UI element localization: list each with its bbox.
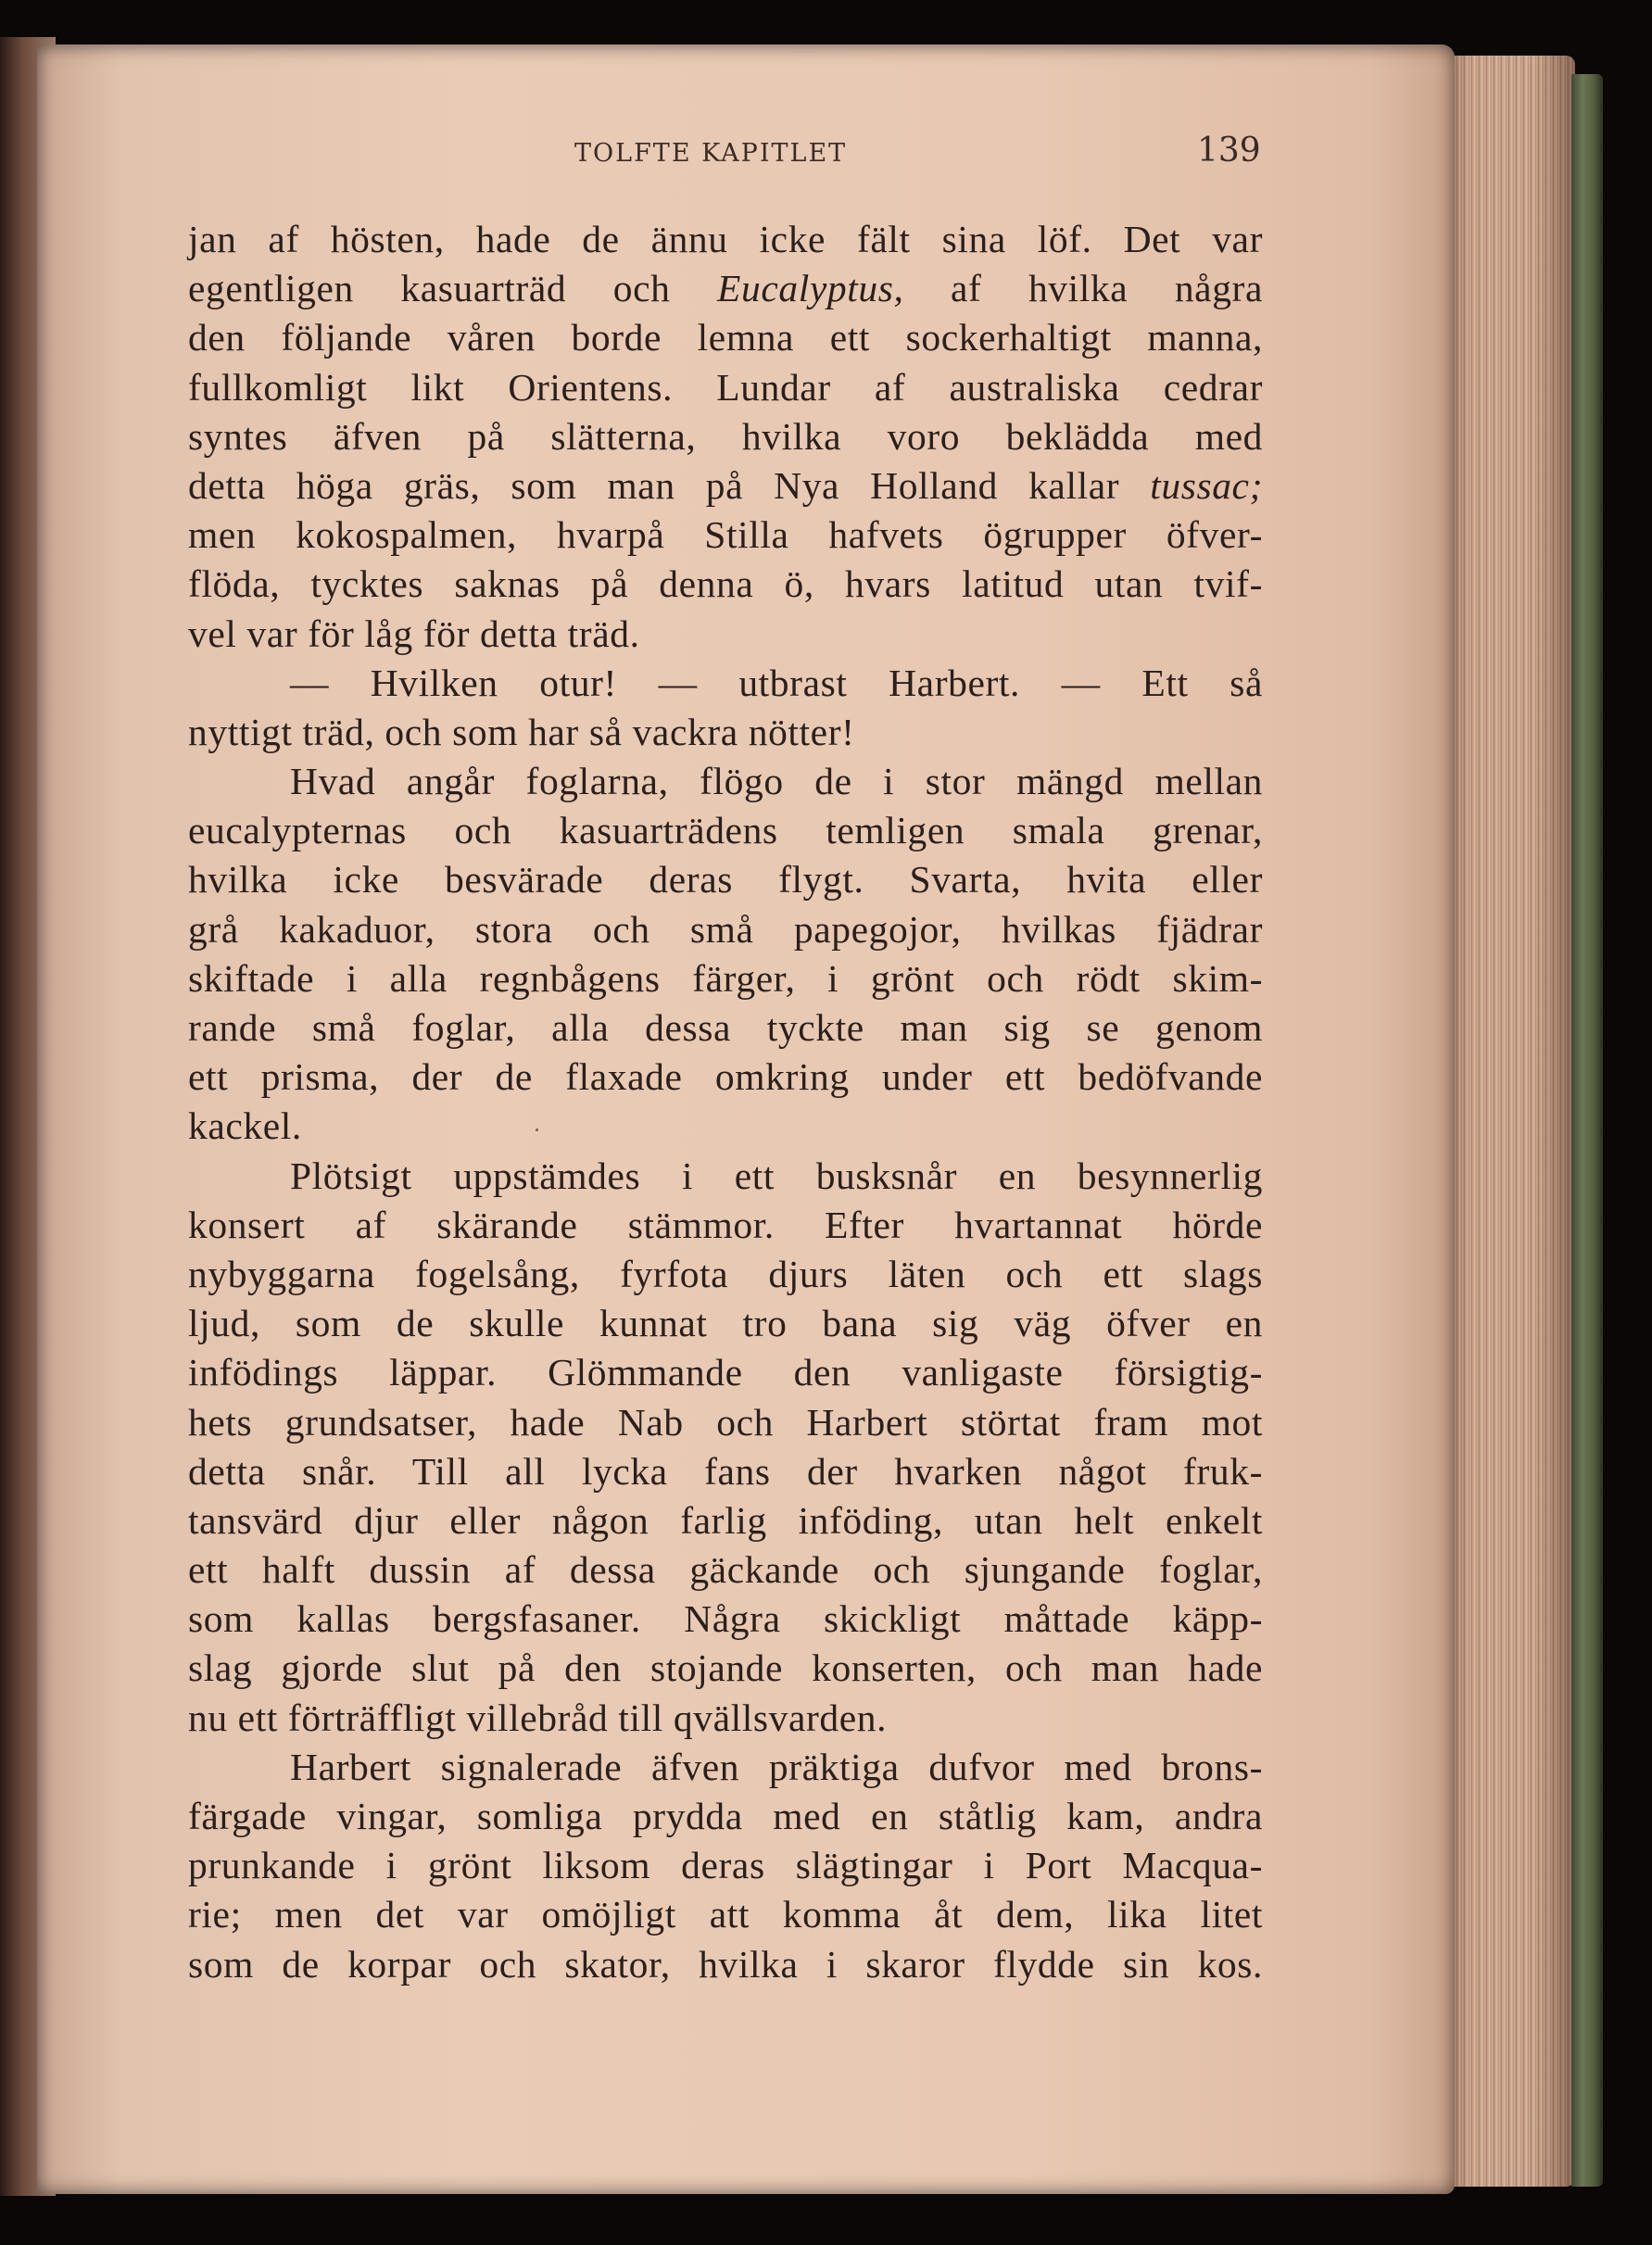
text-line: konsert af skärande stämmor. Efter hvartannat hörde — [188, 1203, 1263, 1246]
book-cover-edge — [1571, 74, 1603, 2187]
text-line: men kokospalmen, hvarpå Stilla hafvets ögrupper öfver- — [188, 513, 1263, 557]
text-line: skiftade i alla regnbågens färger, i grönt och rödt skim- — [188, 956, 1263, 1000]
text-line: prunkande i grönt liksom deras slägtingar i Port Macqua- — [188, 1844, 1263, 1887]
text-fragment: detta höga gräs, som man på Nya Holland kallar — [188, 463, 1151, 507]
italic-term: tussac; — [1150, 463, 1263, 507]
text-line: som kallas bergsfasaner. Några skickligt måttade käpp- — [188, 1597, 1263, 1641]
text-fragment: egentligen kasuarträd och — [188, 267, 718, 310]
text-line: nybyggarna fogelsång, fyrfota djurs läten och ett slags — [188, 1252, 1263, 1295]
text-line: Harbert signalerade äfven präktiga dufvor med brons- — [290, 1745, 1263, 1788]
text-line: grå kakaduor, stora och små papegojor, hvilkas fjädrar — [188, 907, 1263, 951]
text-line: flöda, tycktes saknas på denna ö, hvars latitud utan tvif- — [188, 562, 1263, 606]
running-title: TOLFTE KAPITLET — [574, 139, 848, 168]
text-line: slag gjorde slut på den stojande konserten, och man hade — [188, 1646, 1263, 1690]
text-line: ett halft dussin af dessa gäckande och sjungande foglar, — [188, 1548, 1263, 1592]
text-line: syntes äfven på slätterna, hvilka voro beklädda med — [188, 414, 1263, 458]
text-line: infödings läppar. Glömmande den vanligaste försigtig- — [188, 1351, 1263, 1394]
text-line: nu ett förträffligt villebråd till qvällsvarden. — [188, 1696, 888, 1739]
italic-term: Eucalyptus, — [717, 267, 904, 310]
text-line: som de korpar och skator, hvilka i skaror flydde sin kos. — [188, 1942, 1263, 1986]
text-line: — Hvilken otur! — utbrast Harbert. — Ett så — [290, 661, 1263, 704]
text-line: Hvad angår foglarna, flögo de i stor mängd mellan — [290, 760, 1263, 803]
text-line: eucalypternas och kasuarträdens temligen smala grenar, — [188, 809, 1263, 852]
paper-speck — [536, 1129, 538, 1131]
text-line: jan af hösten, hade de ännu icke fält sina löf. Det var — [188, 218, 1263, 260]
text-line: den följande våren borde lemna ett sockerhaltigt manna, — [188, 316, 1263, 359]
text-line: rande små foglar, alla dessa tyckte man sig se genom — [188, 1006, 1263, 1049]
page-number: 139 — [1197, 132, 1261, 170]
text-line: hvilka icke besvärade deras flygt. Svarta, hvita eller — [188, 858, 1263, 902]
text-line: ett prisma, der de flaxade omkring under ett bedöfvande — [188, 1055, 1263, 1099]
text-line: Plötsigt uppstämdes i ett busksnår en besynnerlig — [290, 1154, 1263, 1197]
body-text — [188, 215, 1263, 1989]
text-line: färgade vingar, somliga prydda med en ståtlig kam, andra — [188, 1795, 1263, 1837]
text-line: detta snår. Till all lycka fans der hvarken något fruk- — [188, 1449, 1263, 1493]
text-line: nyttigt träd, och som har så vackra nötter! — [188, 710, 855, 753]
text-line: fullkomligt likt Orientens. Lundar af australiska cedrar — [188, 365, 1263, 409]
text-fragment: af hvilka några — [903, 267, 1263, 310]
text-line-italic-term — [188, 264, 1263, 313]
text-line-italic-term — [188, 461, 1263, 511]
text-line: rie; men det var omöjligt att komma åt dem, lika litet — [188, 1893, 1263, 1936]
text-line: vel var för låg för detta träd. — [188, 612, 640, 655]
text-line: ljud, som de skulle kunnat tro bana sig väg öfver en — [188, 1302, 1263, 1345]
text-line: hets grundsatser, hade Nab och Harbert störtat fram mot — [188, 1400, 1263, 1444]
page-block-shade — [1436, 56, 1575, 2187]
text-line: tansvärd djur eller någon farlig inföding, utan helt enkelt — [188, 1498, 1263, 1542]
text-line: kackel. — [188, 1104, 302, 1148]
